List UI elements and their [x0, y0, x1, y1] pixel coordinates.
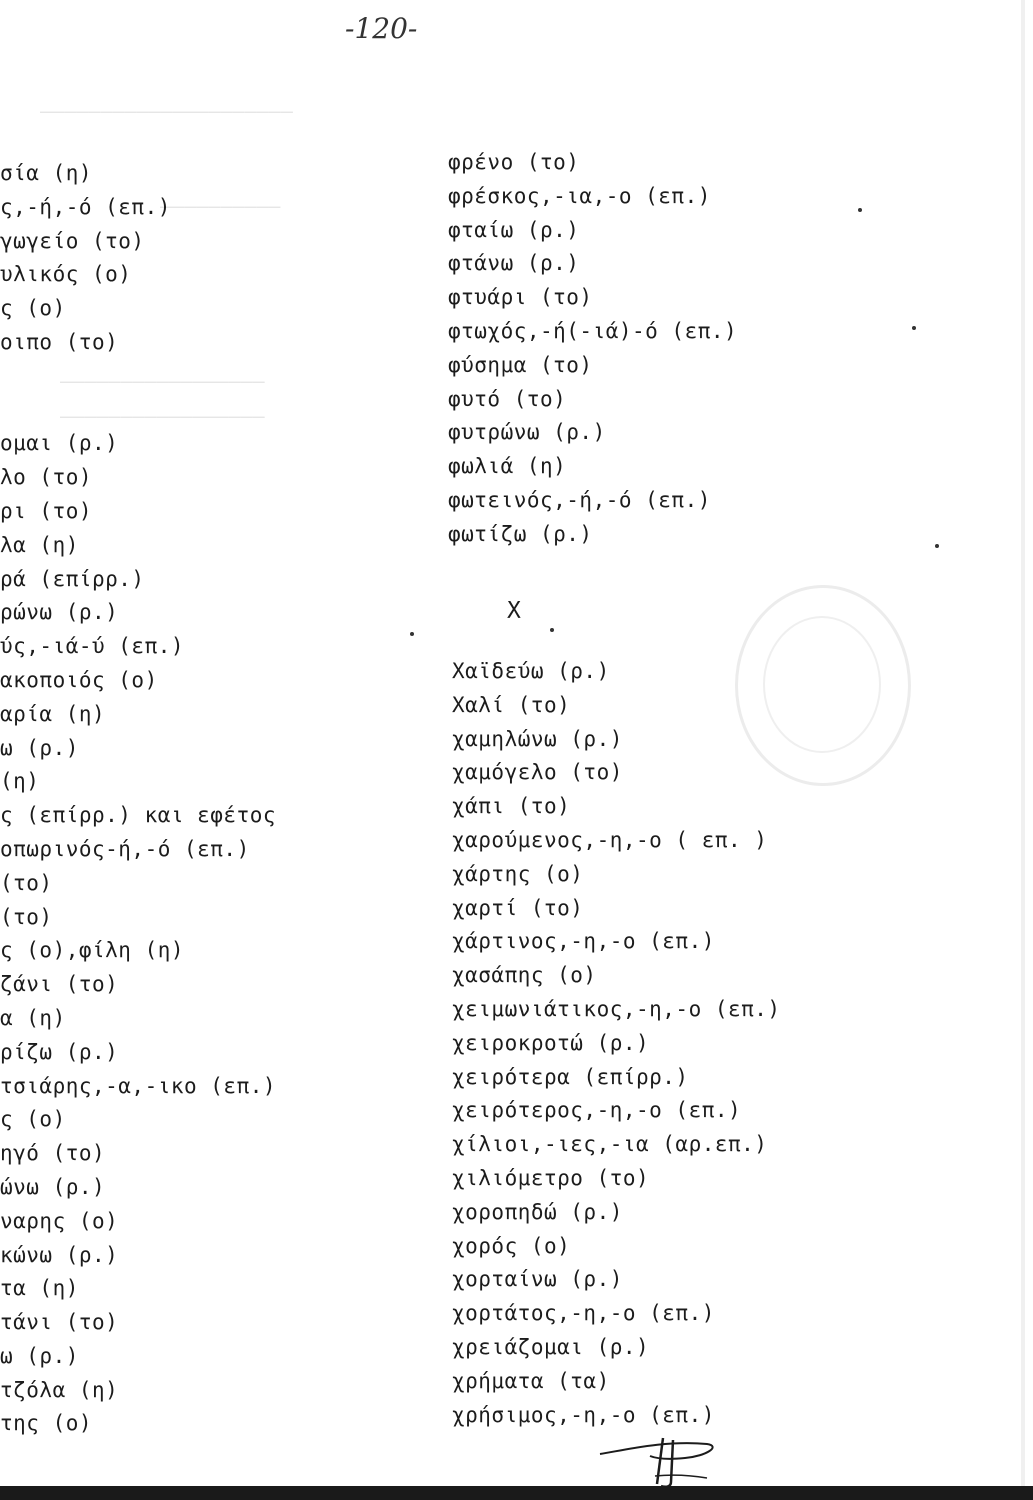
list-item: ρά (επίρρ.) [0, 566, 145, 591]
list-item: της (ο) [0, 1411, 93, 1436]
list-item: οπωρινός-ή,-ό (επ.) [0, 836, 250, 861]
list-item: λα (η) [0, 532, 79, 557]
list-item: χασάπης (ο) [452, 963, 597, 988]
list-item: ύς,-ιά-ύ (επ.) [0, 634, 185, 659]
phi-word-column [448, 146, 737, 552]
bleed-through-text: ――――――――――――――――― [60, 404, 265, 428]
list-item: φτυάρι (το) [448, 285, 593, 310]
list-item: χαμηλώνω (ρ.) [452, 726, 623, 751]
list-item: Χαϊδεύω (ρ.) [452, 659, 610, 683]
list-item: φτάνω (ρ.) [448, 251, 580, 276]
list-item: φωτίζω (ρ.) [448, 521, 593, 546]
list-item: φωτεινός,-ή,-ό (επ.) [448, 487, 711, 512]
speck [935, 544, 939, 548]
list-item-gap [0, 394, 380, 428]
bleed-through-text: ――――――――――――――――――――― [40, 99, 293, 123]
list-item: φυτρώνω (ρ.) [448, 420, 606, 445]
list-item: χειρότερος,-η,-ο (επ.) [452, 1098, 742, 1123]
list-item: γωγείο (το) [0, 228, 145, 253]
list-item: χάπι (το) [452, 794, 571, 819]
list-item: ναρης (ο) [0, 1208, 119, 1233]
list-item: φρένο (το) [448, 150, 580, 174]
speck [550, 628, 554, 632]
list-item: χορός (ο) [452, 1233, 571, 1258]
section-heading: Χ [507, 598, 521, 624]
list-item: ω (ρ.) [0, 735, 79, 760]
speck [410, 632, 414, 636]
list-item: χάρτης (ο) [452, 861, 584, 886]
list-item: χαμόγελο (το) [452, 760, 623, 785]
page-number: -120- [345, 12, 418, 45]
list-item: φτωχός,-ή(-ιά)-ό (επ.) [448, 318, 738, 343]
list-item: ρίζω (ρ.) [0, 1039, 119, 1064]
list-item: λο (το) [0, 465, 93, 490]
list-item: χορταίνω (ρ.) [452, 1267, 623, 1292]
list-item: (το) [0, 904, 53, 929]
page-edge-shadow [1021, 0, 1025, 1486]
bleed-through-text: ―――――――――― [160, 194, 281, 218]
list-item: ω (ρ.) [0, 1343, 79, 1368]
list-item: τζόλα (η) [0, 1377, 119, 1402]
list-item: ζάνι (το) [0, 972, 119, 997]
list-item: χοροπηδώ (ρ.) [452, 1199, 623, 1224]
list-item: α (η) [0, 1005, 66, 1030]
list-item: φρέσκος,-ια,-ο (επ.) [448, 183, 711, 208]
list-item: ρι (το) [0, 498, 93, 523]
list-item: τα (η) [0, 1276, 79, 1301]
list-item: ώνω (ρ.) [0, 1174, 106, 1199]
list-item: τσιάρης,-α,-ικο (επ.) [0, 1073, 277, 1098]
list-item: αρία (η) [0, 701, 106, 726]
list-item: φυτό (το) [448, 386, 567, 411]
list-item: ομαι (ρ.) [0, 431, 119, 456]
list-item: φύσημα (το) [448, 352, 593, 377]
list-item: οιπο (το) [0, 329, 119, 354]
list-item: χιλιόμετρο (το) [452, 1165, 650, 1190]
bleed-through-text: ――――――――――――――――― [60, 369, 265, 393]
list-item: χειμωνιάτικος,-η,-ο (επ.) [452, 996, 781, 1021]
list-item: χρειάζομαι (ρ.) [452, 1334, 650, 1359]
list-item: χειροκροτώ (ρ.) [452, 1030, 650, 1055]
list-item: ς (ο),φίλη (η) [0, 938, 185, 963]
list-item: χίλιοι,-ιες,-ια (αρ.επ.) [452, 1132, 768, 1157]
list-item: χαρτί (το) [452, 895, 584, 920]
list-item: υλικός (ο) [0, 262, 132, 287]
list-item: ς (ο) [0, 296, 66, 321]
speck [912, 326, 916, 330]
list-item: ακοποιός (ο) [0, 667, 158, 692]
list-item: (το) [0, 870, 53, 895]
list-item: ς (ο) [0, 1107, 66, 1132]
list-item: χρήματα (τα) [452, 1368, 610, 1393]
list-item: ς (επίρρ.) και εφέτος [0, 803, 277, 828]
handwritten-signature [595, 1432, 720, 1490]
list-item: χάρτινος,-η,-ο (επ.) [452, 929, 715, 954]
list-item: φωλιά (η) [448, 454, 567, 479]
speck [858, 208, 862, 212]
list-item: χρήσιμος,-η,-ο (επ.) [452, 1402, 715, 1427]
list-item: τάνι (το) [0, 1310, 119, 1335]
list-item: (η) [0, 769, 40, 794]
list-item: κώνω (ρ.) [0, 1242, 119, 1267]
left-word-column [0, 157, 380, 1441]
list-item: σία (η) [0, 161, 93, 185]
list-item: ηγό (το) [0, 1141, 106, 1166]
list-item: Χαλί (το) [452, 692, 571, 717]
list-item: χειρότερα (επίρρ.) [452, 1064, 689, 1089]
scan-bottom-border [0, 1486, 1033, 1500]
list-item-gap [0, 360, 380, 394]
chi-word-column [452, 655, 781, 1432]
list-item: ρώνω (ρ.) [0, 600, 119, 625]
list-item: φταίω (ρ.) [448, 217, 580, 242]
list-item: χαρούμενος,-η,-ο ( επ. ) [452, 827, 768, 852]
list-item: χορτάτος,-η,-ο (επ.) [452, 1301, 715, 1326]
list-item: ς,-ή,-ό (επ.) [0, 194, 171, 219]
